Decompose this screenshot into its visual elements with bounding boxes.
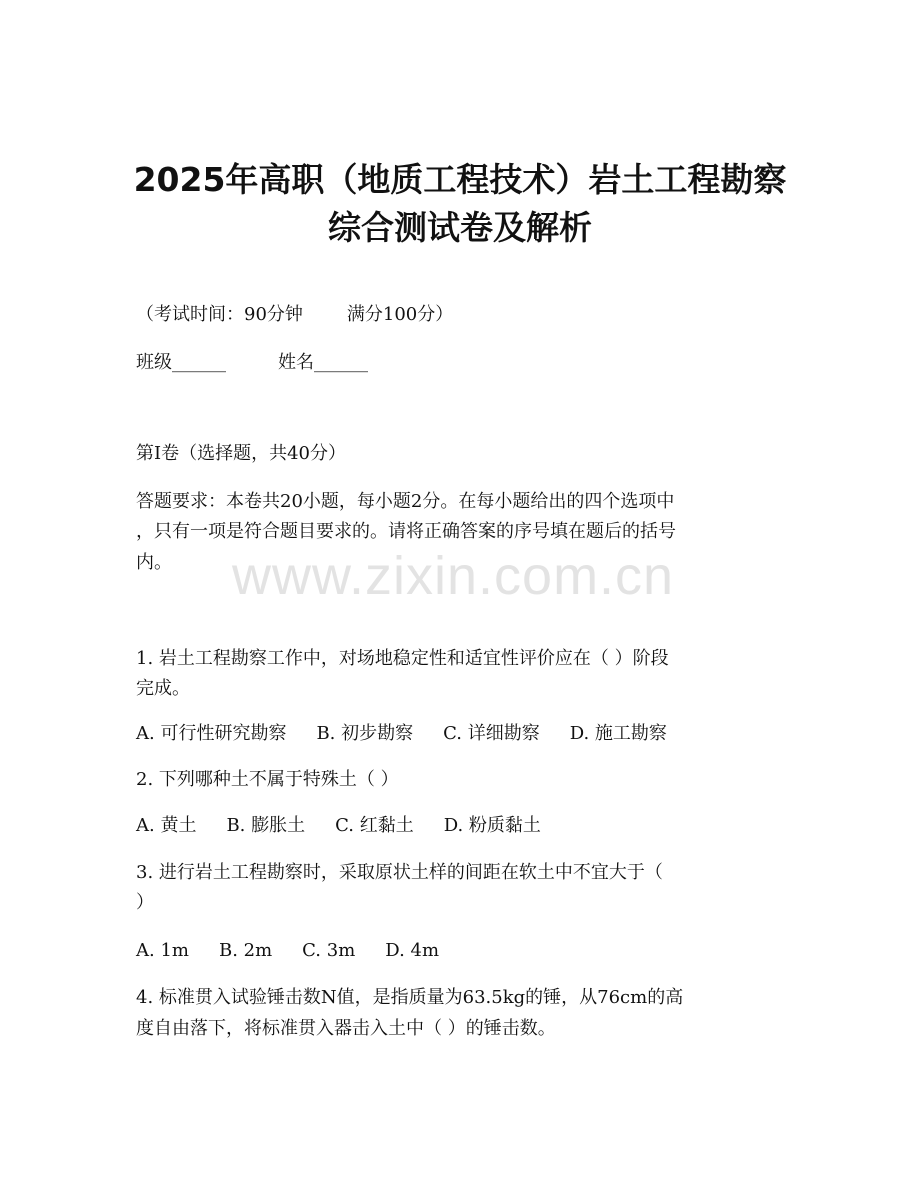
- question-4-stem-line-1: 4. 标准贯入试验锤击数N值，是指质量为63.5kg的锤，从76cm的高: [136, 987, 684, 1008]
- section-instructions-line-2: ，只有一项是符合题目要求的。请将正确答案的序号填在题后的括号: [136, 521, 676, 542]
- question-3-option-c: C. 3m: [302, 940, 356, 961]
- question-2-option-a: A. 黄土: [136, 815, 197, 836]
- question-2-stem: 2. 下列哪种土不属于特殊土（ ）: [136, 769, 399, 790]
- question-1-option-c: C. 详细勘察: [443, 723, 540, 744]
- section-heading: 第Ⅰ卷（选择题，共40分）: [136, 443, 347, 464]
- question-1-option-b: B. 初步勘察: [316, 723, 414, 744]
- question-1-options: [136, 722, 796, 746]
- question-4-stem-line-2: 度自由落下，将标准贯入器击入土中（ ）的锤击数。: [136, 1018, 556, 1039]
- question-3-option-a: A. 1m: [136, 940, 189, 961]
- exam-info: [136, 303, 796, 327]
- question-2-options: [136, 814, 796, 838]
- section-instructions-line-1: 答题要求：本卷共20小题，每小题2分。在每小题给出的四个选项中: [136, 491, 675, 512]
- question-1-option-d: D. 施工勘察: [569, 723, 667, 744]
- class-field: 班级______: [136, 352, 226, 373]
- question-2-option-d: D. 粉质黏土: [443, 815, 541, 836]
- document-title-line-1: 2025年高职（地质工程技术）岩土工程勘察: [133, 160, 787, 199]
- question-1-option-a: A. 可行性研究勘察: [136, 723, 287, 744]
- name-field: 姓名______: [278, 352, 368, 373]
- question-3-option-d: D. 4m: [385, 940, 440, 961]
- question-3-options: [136, 939, 796, 963]
- question-1-stem-line-1: 1. 岩土工程勘察工作中，对场地稳定性和适宜性评价应在（ ）阶段: [136, 648, 669, 669]
- document-title-line-2: 综合测试卷及解析: [328, 208, 592, 247]
- watermark: www.zixin.com.cn: [232, 546, 675, 606]
- question-2-option-b: B. 膨胀土: [226, 815, 306, 836]
- section-instructions-line-3: 内。: [136, 552, 172, 573]
- question-3-option-b: B. 2m: [218, 940, 273, 961]
- question-2-option-c: C. 红黏土: [335, 815, 414, 836]
- exam-time: （考试时间：90分钟: [136, 304, 303, 325]
- question-1-stem-line-2: 完成。: [136, 678, 190, 699]
- student-info: [136, 351, 796, 375]
- question-3-stem-line-2: ）: [136, 892, 154, 913]
- exam-full-score: 满分100分）: [346, 304, 454, 325]
- question-3-stem-line-1: 3. 进行岩土工程勘察时，采取原状土样的间距在软土中不宜大于（: [136, 862, 663, 883]
